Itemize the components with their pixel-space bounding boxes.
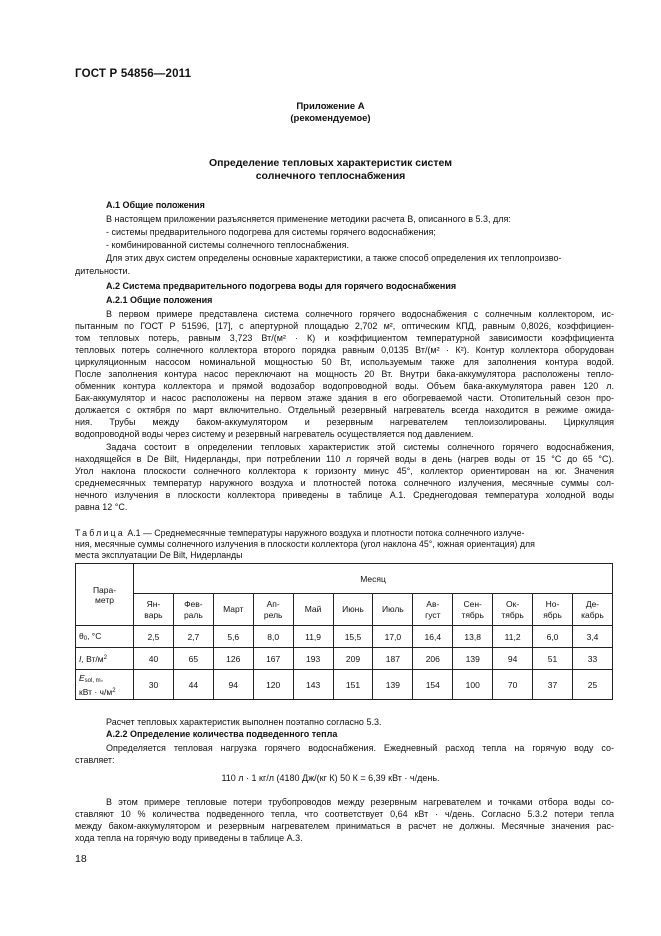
row-label-temperature: $\theta_0$, °С bbox=[76, 626, 134, 648]
heading-a2: А.2 Система предварительного подогрева воды для горячего водоснабжения bbox=[106, 281, 457, 291]
para-a21-line: водопроводной воды через систему и резервный нагреватель осуществляется под давлением. bbox=[75, 429, 474, 439]
row-label-solar-sum: $E_{sol, m}$, кВт · $ч/м^2$ bbox=[76, 670, 134, 700]
para-losses-line: В этом примере тепловые потери трубопроводов между резервным нагревателем и точками отбора воды со- bbox=[106, 797, 614, 807]
table-cell: 2,5 bbox=[134, 626, 174, 648]
equation-heat-demand: 110 л · 1 кг/л (4180 Дж/(кг К) 50 К = 6,39 кВт · ч/день. bbox=[221, 773, 440, 783]
annex-title: Приложение А bbox=[296, 101, 365, 112]
table-row bbox=[76, 626, 613, 648]
para-task-line: находящейся в De Bilt, Нидерланды, при потреблении 110 л горячей воды в день (нагрев воды от 15 °С до 65 °С). bbox=[75, 454, 614, 464]
table-cell: 37 bbox=[533, 670, 573, 700]
table-cell: 143 bbox=[293, 670, 333, 700]
table-caption-line-3: места эксплуатации De Bilt, Нидерланды bbox=[75, 550, 243, 560]
table-a1 bbox=[75, 563, 613, 700]
table-cell: 126 bbox=[213, 648, 253, 670]
heading-a2-2: А.2.2 Определение количества подведенного тепла bbox=[106, 729, 338, 739]
para-losses-line: хода тепла на горячую воду приведены в таблице А.3. bbox=[75, 833, 303, 843]
para-a21-line: В первом примере представлена система солнечного горячего водоснабжения с солнечным коллектором, ис- bbox=[106, 309, 614, 319]
page-number: 18 bbox=[75, 853, 87, 865]
paragraph-a1-line-1: Для этих двух систем определены основные характеристики, а также способ определения их теплопроизво- bbox=[106, 253, 562, 263]
table-cell: 5,6 bbox=[213, 626, 253, 648]
month-header: Март bbox=[213, 594, 253, 626]
table-cell: 17,0 bbox=[373, 626, 413, 648]
paragraph-a1-line-2: дительности. bbox=[75, 266, 131, 276]
section-title-line-1: Определение тепловых характеристик систем bbox=[208, 157, 453, 169]
para-a22-line-2: ставляет: bbox=[75, 755, 115, 765]
table-cell: 167 bbox=[253, 648, 293, 670]
table-cell: 2,7 bbox=[173, 626, 213, 648]
table-cell: 151 bbox=[333, 670, 373, 700]
table-cell: 65 bbox=[173, 648, 213, 670]
para-a21-line: циркуляционным насосом номинальной мощностью 50 Вт, используемым также для заполнения контура водой. bbox=[75, 357, 614, 367]
para-task-line: равна 12 °С. bbox=[75, 502, 128, 512]
para-a21-line: Бак-аккумулятор и насос расположены на первом этаже здания в его обогреваемой части. Отопительный сезон про- bbox=[75, 393, 614, 403]
para-a21-line: ния. Трубы между баком-аккумулятором и резервным нагревателем теплоизолированы. Циркуляция bbox=[75, 417, 614, 427]
table-caption-prefix: Таблица bbox=[75, 528, 125, 538]
month-header: Июнь bbox=[333, 594, 373, 626]
table-cell: 3,4 bbox=[572, 626, 612, 648]
month-header: Сен- тябрь bbox=[453, 594, 493, 626]
para-a22-line-1: Определяется тепловая нагрузка горячего водоснабжения. Ежедневный расход тепла на горячую воду со- bbox=[106, 743, 614, 753]
para-a21-line: тепловых потерь солнечного коллектора второго порядка равным 0,0135 Вт/(м² · К²). Контур коллектора оборудован bbox=[75, 345, 614, 355]
month-header: Ав- густ bbox=[413, 594, 453, 626]
month-header: Де- кабрь bbox=[572, 594, 612, 626]
paragraph-a1-intro: В настоящем приложении разъясняется применение методики расчета В, описанного в 5.3, для: bbox=[106, 214, 511, 224]
table-cell: 139 bbox=[453, 648, 493, 670]
para-task-line: Угол наклона плоскости солнечного коллектора к горизонту минус 45°, коллектор ориентирован на юг. Значения bbox=[75, 466, 614, 476]
table-cell: 11,9 bbox=[293, 626, 333, 648]
para-a21-line: пытанным по ГОСТ Р 51596, [17], с апертурной площадью 2,702 м², оптическим КПД, равным 0,8026, коэффициен- bbox=[75, 321, 614, 331]
month-header: Май bbox=[293, 594, 333, 626]
bullet-preheating: - системы предварительного подогрева для системы горячего водоснабжения; bbox=[106, 227, 436, 237]
table-cell: 13,8 bbox=[453, 626, 493, 648]
para-task-line: нечного излучения в плоскости коллектора приведены в таблице А.1. Среднегодовая температура холодной воды bbox=[75, 490, 614, 500]
table-cell: 193 bbox=[293, 648, 333, 670]
month-header: Ап- рель bbox=[253, 594, 293, 626]
section-title-line-2: солнечного теплоснабжения bbox=[255, 170, 406, 182]
table-cell: 33 bbox=[572, 648, 612, 670]
table-cell: 120 bbox=[253, 670, 293, 700]
table-caption bbox=[75, 528, 614, 561]
para-a21-line: должается с октября по март включительно. Отдельный резервный нагреватель всегда находится в режиме ожида- bbox=[75, 405, 614, 415]
table-cell: 6,0 bbox=[533, 626, 573, 648]
document-header: ГОСТ Р 54856—2011 bbox=[75, 68, 192, 80]
para-task-line: Задача состоит в определении тепловых характеристик этой системы солнечного горячего водоснабжения, bbox=[106, 442, 614, 452]
month-header: Фев- раль bbox=[173, 594, 213, 626]
table-cell: 25 bbox=[572, 670, 612, 700]
month-header: Но- ябрь bbox=[533, 594, 573, 626]
table-caption-line-2: ния, месячные суммы солнечного излучения в плоскости коллектора (угол наклона 45°, южная ориентация) для bbox=[75, 539, 535, 549]
table-row bbox=[76, 648, 613, 670]
table-cell: 154 bbox=[413, 670, 453, 700]
heading-a2-1: А.2.1 Общие положения bbox=[106, 295, 213, 305]
table-cell: 139 bbox=[373, 670, 413, 700]
para-a21-line: обменник контура коллектора и прямой водозабор водопроводной воды. Объем бака-аккумулятора равен 120 л. bbox=[75, 381, 614, 391]
table-header-row-group bbox=[76, 564, 613, 594]
bullet-combined: - комбинированной системы солнечного теплоснабжения. bbox=[106, 240, 349, 250]
table-cell: 94 bbox=[213, 670, 253, 700]
para-task-line: среднемесячных температур наружного воздуха и плотностей потока солнечного излучения, месячные суммы сол- bbox=[75, 478, 614, 488]
table-cell: 70 bbox=[493, 670, 533, 700]
table-cell: 187 bbox=[373, 648, 413, 670]
table-cell: 94 bbox=[493, 648, 533, 670]
month-header: Июль bbox=[373, 594, 413, 626]
para-a21-line: После заполнения контура насос переключают на мощность 20 Вт. Внутри бака-аккумулятора расположены тепло- bbox=[75, 369, 614, 379]
table-cell: 206 bbox=[413, 648, 453, 670]
param-header: Пара- метр bbox=[76, 564, 134, 626]
table-cell: 100 bbox=[453, 670, 493, 700]
table-caption-line-1: А.1 — Среднемесячные температуры наружного воздуха и плотности потока солнечного излуче- bbox=[124, 528, 525, 538]
table-header-row-months bbox=[76, 594, 613, 626]
table-cell: 30 bbox=[134, 670, 174, 700]
heading-a1: А.1 Общие положения bbox=[106, 200, 205, 210]
table-cell: 11,2 bbox=[493, 626, 533, 648]
table-cell: 15,5 bbox=[333, 626, 373, 648]
table-row bbox=[76, 670, 613, 700]
row-label-irradiance: I, $Вт/м^2$ bbox=[76, 648, 134, 670]
month-group-header: Месяц bbox=[134, 564, 613, 594]
table-cell: 16,4 bbox=[413, 626, 453, 648]
annex-status: (рекомендуемое) bbox=[290, 113, 371, 124]
month-header: Ян- варь bbox=[134, 594, 174, 626]
para-losses-line: между баком-аккумулятором и резервным нагревателем приниматься в расчет не должны. Месячные значения рас- bbox=[75, 821, 614, 831]
table-cell: 51 bbox=[533, 648, 573, 670]
table-cell: 40 bbox=[134, 648, 174, 670]
para-losses-line: ставляют 10 % количества подведенного тепла, что соответствует 0,64 кВт · ч/день. Согласно 5.3.2 потери тепла bbox=[75, 809, 614, 819]
para-a21-line: том тепловых потерь, равным 3,723 Вт/(м² · К) и коэффициентом температурной зависимости коэффициента bbox=[75, 333, 614, 343]
table-cell: 209 bbox=[333, 648, 373, 670]
table-cell: 44 bbox=[173, 670, 213, 700]
table-cell: 8,0 bbox=[253, 626, 293, 648]
paragraph-after-table: Расчет тепловых характеристик выполнен поэтапно согласно 5.3. bbox=[106, 717, 382, 727]
month-header: Ок- тябрь bbox=[493, 594, 533, 626]
